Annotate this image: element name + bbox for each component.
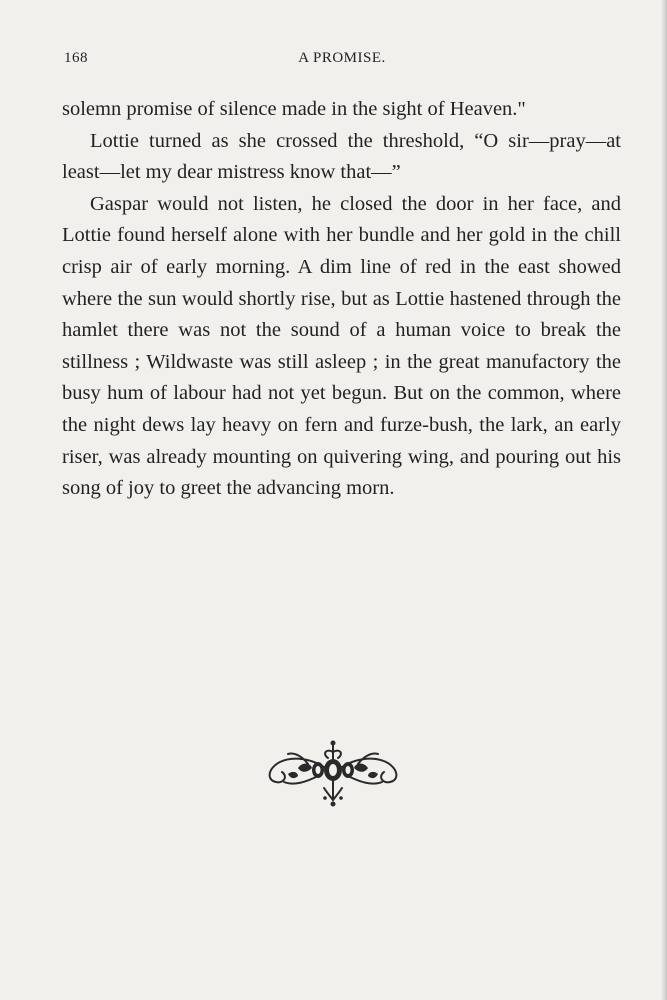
page-edge-shadow bbox=[661, 0, 667, 1000]
paragraph: Lottie turned as she crossed the threshold, “O sir—pray—at least—let my dear mistress know that—” bbox=[62, 129, 621, 184]
paragraph-continuation: solemn promise of silence made in the sight of Heaven." bbox=[62, 98, 526, 120]
running-head: A PROMISE. bbox=[298, 50, 386, 66]
page-header bbox=[64, 50, 620, 72]
floral-tailpiece-ornament-icon bbox=[258, 738, 408, 808]
body-text bbox=[62, 94, 621, 505]
page-number: 168 bbox=[64, 50, 88, 66]
paragraph: Gaspar would not listen, he closed the door in her face, and Lottie found herself alone with her bundle and her gold in the chill crisp air of early morning. A dim line of red in the east showed where the sun would shortly rise, but as Lottie hastened through the hamlet there was not the sound of a human voice to break the stillness ; Wildwaste was still asleep ; in the great manufactory the busy hum of labour had not yet begun. But on the common, where the night dews lay heavy on fern and furze-bush, the lark, an early riser, was already mounting on quivering wing, and pouring out his song of joy to greet the advancing morn. bbox=[62, 192, 621, 500]
